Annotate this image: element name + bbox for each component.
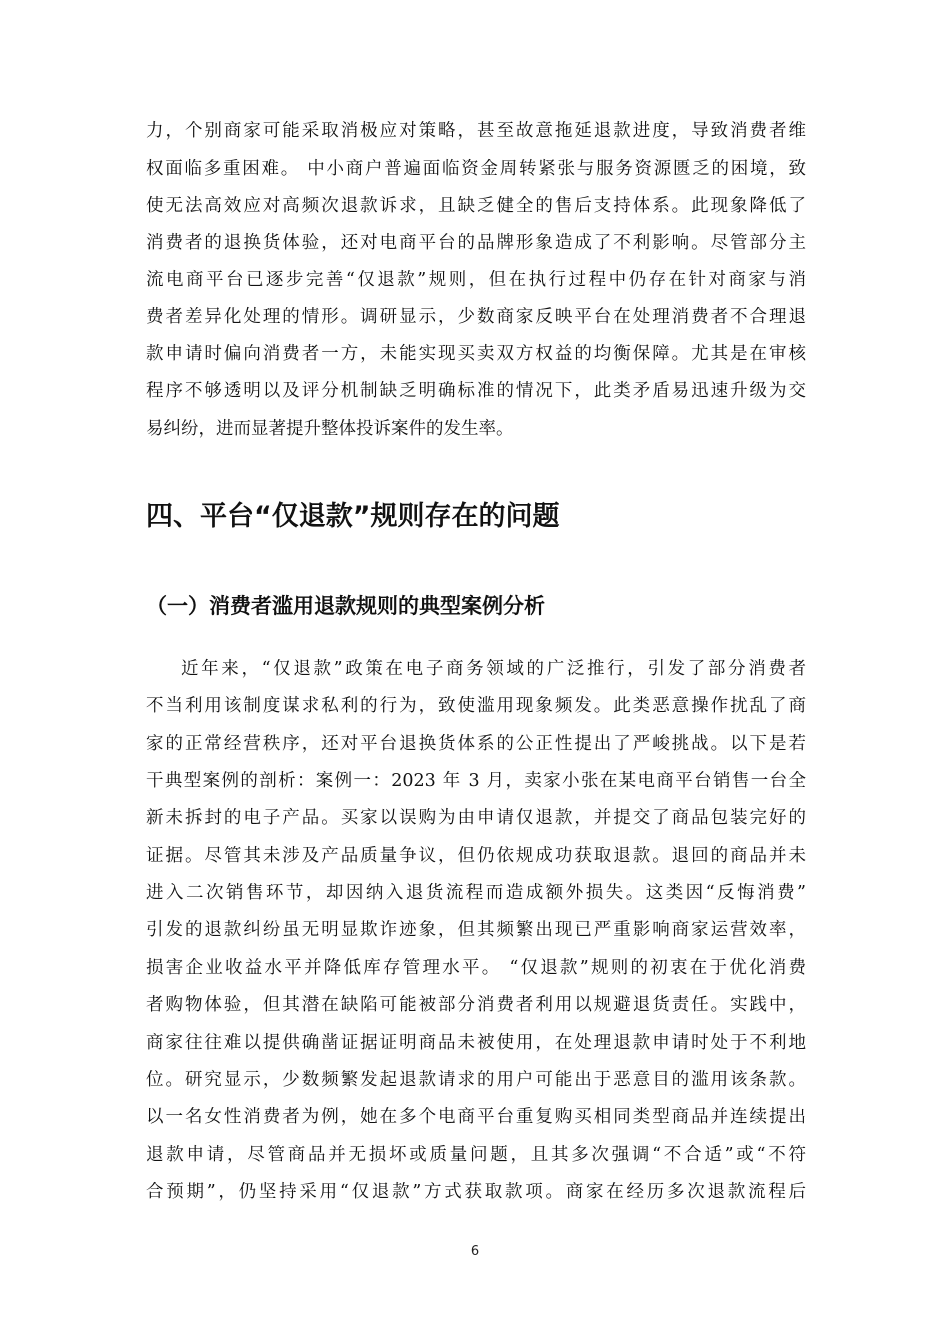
text-line: 退款申请，尽管商品并无损坏或质量问题，且其多次强调“不合适”或“不符 <box>146 1145 806 1165</box>
page-number: 6 <box>470 1244 480 1259</box>
text-line: 新未拆封的电子产品。买家以误购为由申请仅退款，并提交了商品包装完好的 <box>146 808 806 828</box>
text-line: 费者差异化处理的情形。调研显示，少数商家反映平台在处理消费者不合理退 <box>146 307 806 327</box>
text-line: 证据。尽管其未涉及产品质量争议，但仍依规成功获取退款。退回的商品并未 <box>146 846 806 866</box>
section-heading: 四、平台“仅退款”规则存在的问题 <box>146 501 560 532</box>
text-line: 不当利用该制度谋求私利的行为，致使滥用现象频发。此类恶意操作扰乱了商 <box>146 696 806 716</box>
text-line: 使无法高效应对高频次退款诉求，且缺乏健全的售后支持体系。此现象降低了 <box>146 196 806 216</box>
subsection-heading: （一）消费者滥用退款规则的典型案例分析 <box>146 594 545 618</box>
text-line: 家的正常经营秩序，还对平台退换货体系的公正性提出了严峻挑战。以下是若 <box>146 734 806 754</box>
text-line: 程序不够透明以及评分机制缺乏明确标准的情况下，此类矛盾易迅速升级为交 <box>146 381 806 401</box>
text-line: 位。研究显示，少数频繁发起退款请求的用户可能出于恶意目的滥用该条款。 <box>146 1070 806 1090</box>
text-line: 款申请时偏向消费者一方，未能实现买卖双方权益的均衡保障。尤其是在审核 <box>146 344 806 364</box>
text-line: 近年来，“仅退款”政策在电子商务领域的广泛推行，引发了部分消费者 <box>181 659 806 679</box>
text-line: 进入二次销售环节，却因纳入退货流程而造成额外损失。这类因“反悔消费” <box>146 883 806 903</box>
text-line: 权面临多重困难。 中小商户普遍面临资金周转紧张与服务资源匮乏的困境，致 <box>146 159 806 179</box>
text-line: 力，个别商家可能采取消极应对策略，甚至故意拖延退款进度，导致消费者维 <box>146 121 806 141</box>
text-line: 商家往往难以提供确凿证据证明商品未被使用，在处理退款申请时处于不利地 <box>146 1033 806 1053</box>
text-line: 以一名女性消费者为例，她在多个电商平台重复购买相同类型商品并连续提出 <box>146 1107 806 1127</box>
text-line: 合预期”，仍坚持采用“仅退款”方式获取款项。商家在经历多次退款流程后 <box>146 1182 806 1202</box>
text-line: 干典型案例的剖析：案例一：2023 年 3 月，卖家小张在某电商平台销售一台全 <box>146 771 806 791</box>
text-line: 消费者的退换货体验，还对电商平台的品牌形象造成了不利影响。尽管部分主 <box>146 233 806 253</box>
text-line: 引发的退款纠纷虽无明显欺诈迹象，但其频繁出现已严重影响商家运营效率， <box>146 920 806 940</box>
text-line: 流电商平台已逐步完善“仅退款”规则，但在执行过程中仍存在针对商家与消 <box>146 270 806 290</box>
text-line: 易纠纷，进而显著提升整体投诉案件的发生率。 <box>146 419 514 439</box>
text-line: 者购物体验，但其潜在缺陷可能被部分消费者利用以规避退货责任。实践中， <box>146 995 806 1015</box>
text-line: 损害企业收益水平并降低库存管理水平。 “仅退款”规则的初衷在于优化消费 <box>146 958 806 978</box>
